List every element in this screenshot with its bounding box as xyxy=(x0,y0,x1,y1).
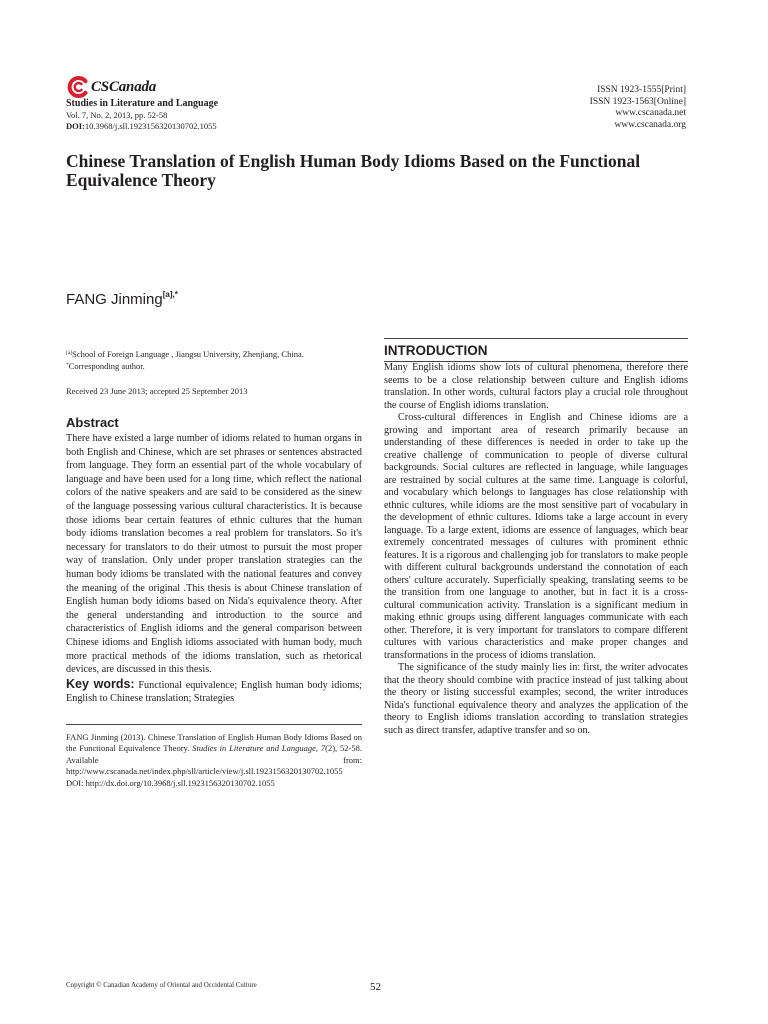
left-column xyxy=(66,348,362,789)
affiliation-mark: [a] xyxy=(66,350,73,356)
volume-info: Vol. 7, No. 2, 2013, pp. 52-58 xyxy=(66,110,168,120)
keywords-label: Key words: xyxy=(66,676,135,691)
copyright-notice: Copyright © Canadian Academy of Oriental and Occidental Culture xyxy=(66,981,257,989)
cscanada-logo-icon xyxy=(66,75,90,99)
doi-label: DOI: xyxy=(66,121,85,131)
right-column xyxy=(384,338,688,737)
introduction-heading: INTRODUCTION xyxy=(384,343,488,358)
intro-paragraph-1: Many English idioms show lots of cultural phenomena, therefore there seems to be a close relationship between culture and English idioms translation. In other words, cultural factors play a crucial role throughout the course of English idioms translation. xyxy=(384,362,688,411)
website-org[interactable]: www.cscanada.org xyxy=(614,119,686,130)
doi-value: 10.3968/j.sll.1923156320130702.1055 xyxy=(84,121,217,131)
affiliation-text: School of Foreign Language , Jiangsu University, Zhenjiang, China. xyxy=(72,349,304,359)
website-net[interactable]: www.cscanada.net xyxy=(615,108,686,118)
issn-online: ISSN 1923-1563[Online] xyxy=(589,96,686,107)
section-divider-top xyxy=(384,338,688,339)
keywords-text: Functional equivalence; English human body idioms; English to Chinese translation; Strategies xyxy=(66,679,362,705)
citation-volume: 7 xyxy=(320,743,326,754)
journal-name: Studies in Literature and Language xyxy=(66,98,219,109)
abstract-text: There have existed a large number of idioms related to human organs in both English and Chinese, which are set phrases or sentences abstracted from language. They form an essential part of the whole vocabulary of language and have been used for a long time, which reflect the national colors of the native speakers and are said to be considered as the sinew of the language possessing various cultural characteristics. It is because those idioms bear certain features of ethnic cultures that the human body idioms translation becomes a real problem for translators. So it's necessary for translators to do their utmost to pursuit the most proper way of translation. Only under proper translation strategies can the human body idioms be translated with the national features and convey the meaning of the original .This thesis is about Chinese translation of English human body idioms based on Nida's equivalence theory. After the general understanding and introduction to the source and characteristics of English idioms and the general comparison between Chinese idioms and English idioms associated with human body, much more practical methods of the idioms translation, such as rhetorical devices, are discussed in this thesis. xyxy=(66,433,362,676)
page-number: 52 xyxy=(370,981,381,993)
citation-doi[interactable]: DOI: http://dx.doi.org/10.3968/j.sll.1923156320130702.1055 xyxy=(66,777,275,788)
intro-paragraph-3: The significance of the study mainly lies in: first, the writer advocates that the theory should combine with practice instead of just talking about the theory or listing successful examples; second, the writer introduces Nida's functional equivalence theory and analyzes the application of the theory to English idioms translation according to translation strategies such as direct transfer, adaptive transfer and so on. xyxy=(384,662,688,736)
abstract-heading: Abstract xyxy=(66,415,119,430)
author-marks: [a],* xyxy=(162,290,178,299)
doi-line xyxy=(66,121,217,132)
citation-text: FANG Jinming (2013). Chinese Translation of English Human Body Idioms Based on the Functional Equivalence Theory. xyxy=(66,731,362,754)
author-line xyxy=(66,290,178,308)
issn-print: ISSN 1923-1555[Print] xyxy=(597,85,686,95)
issn-block xyxy=(486,85,686,131)
intro-paragraph-2: Cross-cultural differences in English and Chinese idioms are a growing and important area of research primarily because an understanding of these differences is needed in order to take up the creative challenge of communication to people of diverse cultural backgrounds. Social cultures are reflected in language, while languages are restrained by social cultures at the same time. Language is colorful, and vocabulary which belongs to languages has close relationship with ethnic cultures, while idioms are the most sensitive part of vocabulary in the development of ethnic cultures. Idioms take a large account in every language. To a large extent, idioms are essence of languages, which bear extremely concentrated messages of cultures with prominent ethnic features. It is a rigorous and challenging job for translators to make people with different cultural backgrounds understand the connotation of each others' culture accurately. Superficially speaking, translating seems to be the transition from one language to another, but in fact it is a cross-cultural communication activity. Translation is a significant medium in making ethnic groups using different languages communicate with each other. Therefore, it is very important for translators to compare different cultures with various characteristics and make proper changes and transformations in the process of idioms translation. xyxy=(384,412,688,661)
citation-url[interactable]: (2), 52-58. Available from: http://www.cscanada.net/index.php/sll/article/view/j.sll.1923156320130702.1055 xyxy=(66,743,362,777)
author-name: FANG Jinming xyxy=(66,291,163,308)
received-dates: Received 23 June 2013; accepted 25 September 2013 xyxy=(66,386,248,396)
corresponding-mark: * xyxy=(66,362,69,368)
citation-sep: , xyxy=(315,743,321,754)
affiliation xyxy=(66,348,362,372)
citation-box xyxy=(66,724,362,789)
publisher-name: CSCanada xyxy=(91,78,157,95)
citation-journal: Studies in Literature and Language xyxy=(192,743,316,754)
paper-title: Chinese Translation of English Human Body Idioms Based on the Functional Equivalence Theory xyxy=(66,151,641,190)
corresponding-text: Corresponding author. xyxy=(68,361,145,371)
publisher-logo xyxy=(66,74,156,100)
keywords xyxy=(66,678,362,706)
